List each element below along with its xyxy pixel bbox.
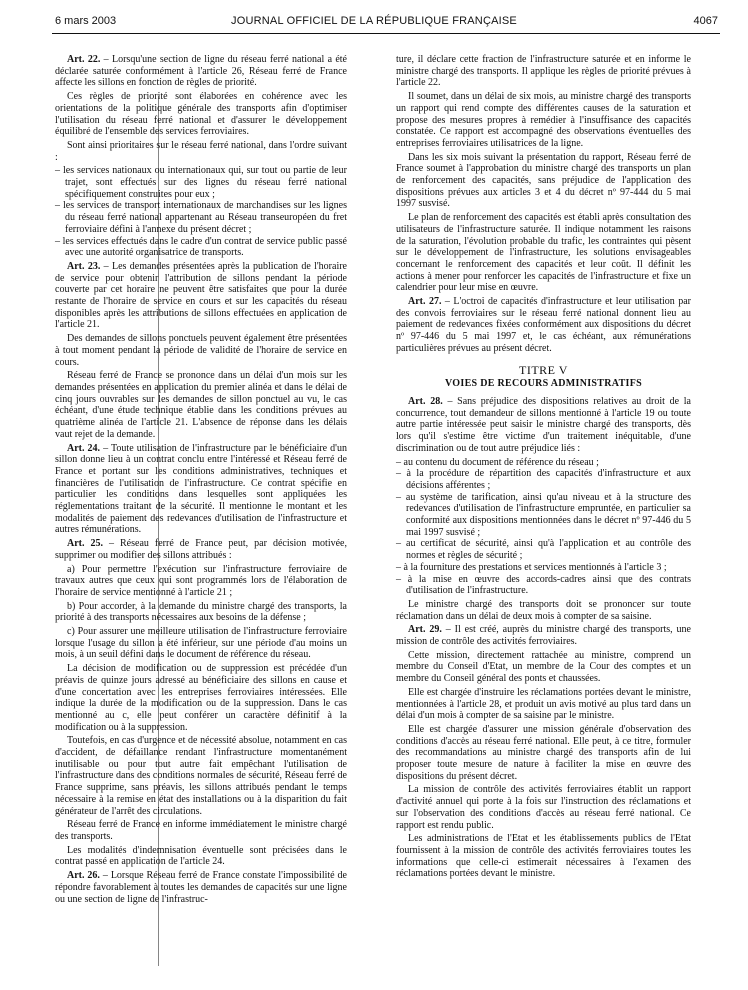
art26-p1: Art. 26. – Lorsque Réseau ferré de France constate l'impossibilité de répondre favorablement à toutes les demandes de capacités sur une ligne ou une section de ligne de l'infrastruc-	[55, 870, 347, 905]
art25-heading: Art. 25.	[67, 538, 103, 550]
art29-heading: Art. 29.	[408, 624, 442, 636]
art22-p1: Art. 22. – Lorsqu'une section de ligne du réseau ferré national a été déclarée saturée conformément à l'article 26, Réseau ferré de France affecte les sillons en fonction de règles de priorité.	[55, 54, 347, 89]
art25-p1: Art. 25. – Réseau ferré de France peut, par décision motivée, supprimer ou modifier des sillons attribués :	[55, 538, 347, 561]
list-item: – les services nationaux ou internationaux qui, sur tout ou partie de leur trajet, sont effectués sur des lignes du réseau ferré national spécifiquement construites pour eux ;	[55, 165, 347, 200]
art25-p5: Les modalités d'indemnisation éventuelle sont précisées dans le contrat passé en application de l'article 24.	[55, 844, 347, 868]
header-rule	[52, 33, 720, 34]
list-item: – au certificat de sécurité, ainsi qu'à l'application et au contrôle des normes et règles de sécurité ;	[396, 538, 691, 562]
art29-p4: Elle est chargée d'assurer une mission générale d'observation des conditions d'accès au réseau ferré national. Elle peut, à ce titre, formuler des recommandations au ministre chargé des transports afin de lui proposer toute mesure de nature à faciliter la mise en œuvre des dispositions du présent décret.	[396, 723, 691, 782]
art28-p1: Art. 28. – Sans préjudice des dispositions relatives au droit de la concurrence, tout demandeur de sillons mentionné à l'article 19 ou toute autre partie intéressée peut saisir le ministre chargé des transports, dès lors qu'il s'estime être victime d'un traitement inéquitable, d'une discrimination ou de tout autre préjudice liés :	[396, 395, 691, 454]
art25-a: a) Pour permettre l'exécution sur l'infrastructure ferroviaire de travaux autres que ceux qui sont programmés lors de l'élaboration de l'horaire de service mentionné à l'article 21 ;	[55, 563, 347, 598]
art25-c: c) Pour assurer une meilleure utilisation de l'infrastructure ferroviaire lorsque l'usage du sillon a été inférieur, sur une période d'au moins un mois, à un seuil défini dans le document de référence du réseau.	[55, 626, 347, 661]
art29-p6: Les administrations de l'Etat et les établissements publics de l'Etat fournissent à la mission de contrôle des activités ferroviaires toutes les informations que celle-ci estimerait nécessaires à l'examen des réclamations portées devant le ministre.	[396, 833, 691, 880]
header-date: 6 mars 2003	[55, 15, 117, 27]
art27-heading: Art. 27.	[408, 296, 442, 308]
art25-p4: Réseau ferré de France en informe immédiatement le ministre chargé des transports.	[55, 819, 347, 842]
art23-p2: Des demandes de sillons ponctuels peuvent également être présentées à tout moment pendant la période de validité de l'horaire de service en cours.	[55, 333, 347, 368]
art22-p3: Sont ainsi prioritaires sur le réseau ferré national, dans l'ordre suivant :	[55, 139, 347, 163]
art25-p2: La décision de modification ou de suppression est précédée d'un préavis de quinze jours adressé au bénéficiaire des sillons en cause et d'une concertation avec les entreprises ferroviaires intéressées. Elle indique la durée de la modification ou de la suppression. Dans le cas mentionné au c, elle peut conférer un caractère définitif à la modification ou à la suppression.	[55, 663, 347, 733]
art26-p2: Il soumet, dans un délai de six mois, au ministre chargé des transports un rapport qui rend compte des différentes causes de la saturation et propose des mesures propres à remédier à l'insuffisance des capacités constatée. Ce rapport est accompagné des observations éventuelles des entreprises ferroviaires utilisatrices de la ligne.	[396, 91, 691, 149]
art26-p4: Le plan de renforcement des capacités est établi après consultation des utilisateurs de l'infrastructure saturée. Il indique notamment les raisons de la saturation, l'évolution probable du trafic, les contraintes qui pèsent sur le développement de l'infrastructure, les solutions envisageables concernant le renforcement des capacités et leur coût. Il définit les actions à mener pour renforcer les capacités de l'infrastructure et fixe un calendrier pour leur mise en œuvre.	[396, 212, 691, 294]
art29-p3: Elle est chargée d'instruire les réclamations portées devant le ministre, mentionnées à l'article 28, et produit un avis motivé au plus tard dans un délai d'un mois à compter de sa saisine par le ministre.	[396, 686, 691, 722]
list-item: – à la procédure de répartition des capacités d'infrastructure et aux décisions afférentes ;	[396, 468, 691, 491]
art29-p1: Art. 29. – Il est créé, auprès du ministre chargé des transports, une mission de contrôle des activités ferroviaires.	[396, 624, 691, 648]
title-v-subheading: VOIES DE RECOURS ADMINISTRATIFS	[444, 378, 642, 390]
list-item: – au système de tarification, ainsi qu'au niveau et à la structure des redevances d'utilisation de l'infrastructure empruntée, en particulier sa conformité aux dispositions mentionnées dans le décret nº 97-446 du 5 mai 1997 susvisé ;	[396, 491, 691, 538]
art22-p2: Ces règles de priorité sont élaborées en cohérence avec les orientations de la politique générale des transports afin d'optimiser l'utilisation du réseau ferré national et d'assurer le développement équilibré de l'ensemble des services ferroviaires.	[55, 91, 347, 138]
art26-p3: Dans les six mois suivant la présentation du rapport, Réseau ferré de France soumet à l'approbation du ministre chargé des transports un plan de renforcement des capacités, sans préjudice de l'application des dispositions prévues aux articles 3 et 4 du décret nº 97-444 du 5 mai 1997 susvisé.	[396, 151, 691, 210]
art26-heading: Art. 26.	[67, 870, 100, 882]
left-column	[55, 54, 347, 907]
art29-p5: La mission de contrôle des activités ferroviaires établit un rapport d'activité annuel qui porte à la fois sur l'instruction des réclamations et sur l'observation des conditions d'accès au réseau ferré national. Ce rapport est rendu public.	[396, 784, 691, 831]
art24-heading: Art. 24.	[67, 442, 101, 454]
title-v-heading: TITRE V	[519, 362, 568, 377]
art29-p2: Cette mission, directement rattachée au ministre, comprend un membre du Conseil d'Etat, un membre de la Cour des comptes et un membre du Conseil général des ponts et chaussées.	[396, 649, 691, 685]
art22-list	[55, 165, 347, 259]
art23-p1: Art. 23. – Les demandes présentées après la publication de l'horaire de service pour obtenir l'attribution de sillons pendant la période couverte par cet horaire ne peuvent être satisfaites que pour la durée restante de l'horaire de service en cours et sur les capacités du réseau disponibles après les attributions de sillons effectuées en application de l'article 21.	[55, 260, 347, 331]
list-item: – les services effectués dans le cadre d'un contrat de service public passé avec une autorité organisatrice de transports.	[55, 235, 347, 259]
list-item: – à la fourniture des prestations et services mentionnés à l'article 3 ;	[396, 561, 667, 573]
art23-p3: Réseau ferré de France se prononce dans un délai d'un mois sur les demandes présentées en application du premier alinéa et dans le délai de cinq jours ouvrables sur les demandes de sillon ponctuel au vu, le cas échéant, d'une étude technique établie dans les conditions prévues au quatrième alinéa de l'article 21. L'absence de réponse dans les délais vaut rejet de la demande.	[55, 370, 347, 440]
art27-p1: Art. 27. – L'octroi de capacités d'infrastructure et leur utilisation par des convois ferroviaires sur le réseau ferré national donnent lieu au paiement de redevances fixées conformément aux dispositions du décret nº 97-446 du 5 mai 1997 et, le cas échéant, aux rémunérations particulières prévues au présent décret.	[396, 296, 691, 354]
list-item: – les services de transport internationaux de marchandises sur les lignes du réseau ferré national appartenant au Réseau transeuropéen du fret ferroviaire défini à l'annexe du présent décret ;	[55, 200, 347, 235]
art24-p1: Art. 24. – Toute utilisation de l'infrastructure par le bénéficiaire d'un sillon donne lieu à un contrat conclu entre l'intéressé et Réseau ferré de France et portant sur les conditions administratives, techniques et financières de l'utilisation de l'infrastructure. Ce contrat spécifie en particulier les conditions dans lesquelles sont appliquées les réglementations traitant de la sécurité. Il mentionne le montant et les modalités de paiement des redevances d'utilisation de l'infrastructure et autres rémunérations.	[55, 442, 347, 536]
right-column	[396, 54, 691, 882]
art25-b: b) Pour accorder, à la demande du ministre chargé des transports, la priorité à des transports nécessaires aux besoins de la défense ;	[55, 600, 347, 624]
page-header	[0, 0, 748, 34]
page-number: 4067	[693, 15, 718, 27]
art22-heading: Art. 22.	[67, 54, 101, 65]
list-item: – à la mise en œuvre des accords-cadres ainsi que des contrats d'utilisation de l'infrastructure.	[396, 573, 691, 597]
list-item: – au contenu du document de référence du réseau ;	[396, 456, 599, 468]
art28-p2: Le ministre chargé des transports doit se prononcer sur toute réclamation dans un délai de deux mois à compter de sa saisine.	[396, 598, 691, 622]
art28-heading: Art. 28.	[408, 395, 443, 407]
journal-title: JOURNAL OFFICIEL DE LA RÉPUBLIQUE FRANÇAISE	[231, 15, 517, 27]
art25-p3: Toutefois, en cas d'urgence et de nécessité absolue, notamment en cas d'accident, de défaillance rendant l'infrastructure momentanément inutilisable ou pour tout autre fait empêchant l'utilisation de l'infrastructure dans des conditions normales de sécurité, Réseau ferré de France supprime, sans préavis, les sillons attribués pendant le temps nécessaire à la remise en état des installations ou à la disparition du fait générateur de l'arrêt des circulations.	[55, 735, 347, 817]
art26-continued: ture, il déclare cette fraction de l'infrastructure saturée et en informe le ministre chargé des transports. Il applique les règles de priorité prévues à l'article 22.	[396, 54, 691, 89]
art28-list	[396, 457, 691, 597]
art23-heading: Art. 23.	[67, 260, 101, 272]
